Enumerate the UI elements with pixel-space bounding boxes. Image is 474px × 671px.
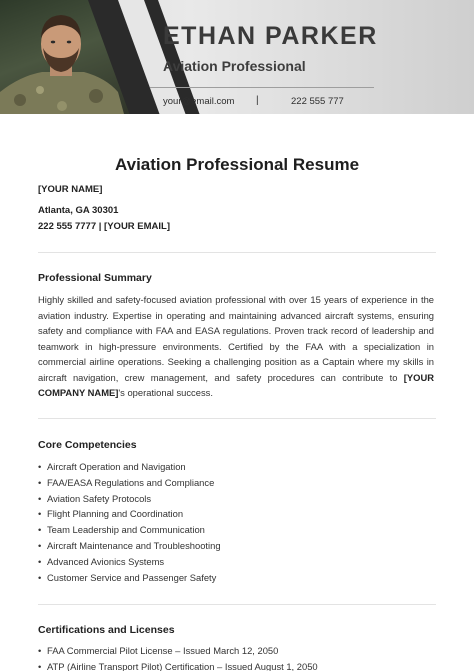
bullet-icon: • [38, 476, 42, 488]
header-contact-separator: | [256, 95, 259, 106]
list-item-text: Aviation Safety Protocols [47, 492, 152, 504]
location-line: Atlanta, GA 30301 [38, 205, 119, 216]
certifications-heading: Certifications and Licenses [38, 624, 175, 636]
header-divider [150, 87, 374, 88]
summary-text-end: 's operational success. [118, 387, 213, 398]
contact-line: 222 555 7777 | [YOUR EMAIL] [38, 221, 171, 232]
list-item-text: Customer Service and Passenger Safety [47, 571, 217, 583]
candidate-name: ETHAN PARKER [163, 22, 378, 50]
list-item [38, 475, 221, 491]
list-item [38, 522, 221, 538]
list-item [38, 538, 221, 554]
list-item [38, 659, 318, 671]
list-item-text: ATP (Airline Transport Pilot) Certification – Issued August 1, 2050 [47, 660, 318, 671]
competencies-heading: Core Competencies [38, 439, 137, 451]
list-item [38, 570, 221, 586]
bullet-icon: • [38, 461, 42, 472]
company-placeholder: [YOUR COMPANY NAME] [38, 371, 434, 398]
certifications-list [38, 643, 318, 671]
bullet-icon: • [38, 645, 42, 656]
bullet-icon: • [38, 555, 42, 567]
bullet-icon: • [38, 492, 42, 504]
document-title: Aviation Professional Resume [114, 155, 360, 174]
competencies-list [38, 459, 221, 585]
bullet-icon: • [38, 524, 42, 536]
bullet-icon: • [38, 539, 42, 551]
list-item-text: Aircraft Maintenance and Troubleshooting [47, 539, 221, 551]
bullet-icon: • [38, 660, 42, 671]
list-item [38, 643, 318, 659]
list-item-text: Aircraft Operation and Navigation [47, 461, 186, 472]
section-divider [38, 418, 436, 419]
list-item [38, 491, 221, 507]
list-item-text: Team Leadership and Communication [47, 524, 205, 536]
bullet-icon: • [38, 571, 42, 583]
list-item-text: FAA/EASA Regulations and Compliance [47, 476, 215, 488]
list-item [38, 506, 221, 522]
list-item-text: Advanced Avionics Systems [47, 555, 165, 567]
list-item [38, 459, 221, 475]
list-item-text: Flight Planning and Coordination [47, 508, 184, 520]
summary-text: Highly skilled and safety-focused aviation professional with over 15 years of experience in the aviation industry. Expertise in operating and maintaining advanced aircraft systems, ensuring safety and compliance with FAA and EASA regulations. Proven track record of leadership and teamwork in high-pressure environments. Certified by the FAA with a specialization in commercial airline operations. Seeking a challenging position as a Captain where my skills in aircraft navigation, crew management, and safety procedures can contribute to [38, 294, 434, 383]
summary-heading: Professional Summary [38, 272, 152, 284]
header-phone: 222 555 777 [291, 96, 344, 107]
header-email[interactable]: your@email.com [163, 96, 235, 107]
list-item [38, 554, 221, 570]
section-divider [38, 252, 436, 253]
name-placeholder: [YOUR NAME] [38, 184, 103, 195]
candidate-title: Aviation Professional [163, 58, 306, 74]
section-divider [38, 604, 436, 605]
bullet-icon: • [38, 508, 42, 520]
summary-paragraph [38, 292, 434, 401]
resume-header [0, 0, 474, 114]
list-item-text: FAA Commercial Pilot License – Issued March 12, 2050 [47, 645, 279, 656]
